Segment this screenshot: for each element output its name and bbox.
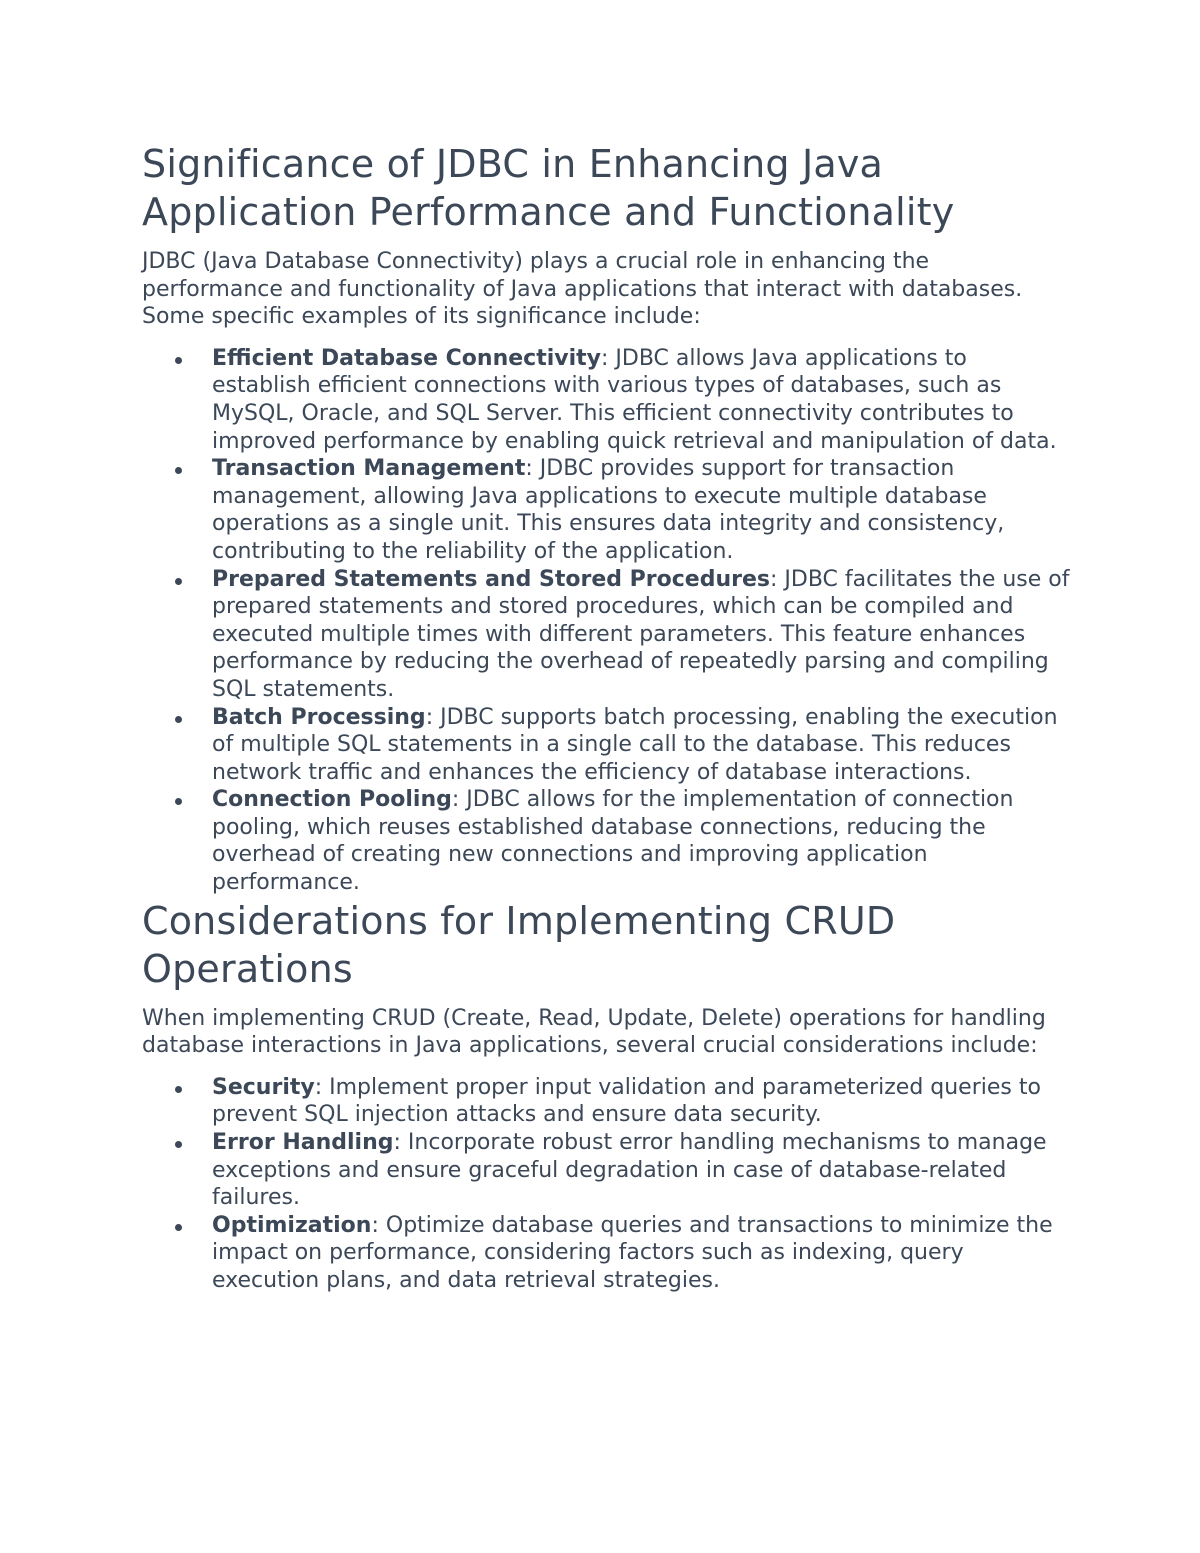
list-item-term: Efficient Database Connectivity [212,345,601,371]
list-item-term: Batch Processing [212,704,426,730]
bullet-icon [175,1086,182,1093]
list-item-term: Connection Pooling [212,787,452,813]
bullet-icon [175,467,182,474]
list-item [212,455,1072,565]
list-item-text: : Implement proper input validation and parameterized queries to prevent SQL injection attacks and ensure data security. [212,1074,1041,1128]
list-item-term: Error Handling [212,1130,394,1156]
bullet-list-jdbc-significance [142,345,1072,897]
list-item-text: : JDBC facilitates the use of prepared statements and stored procedures, which can be compiled and executed multiple times with different parameters. This feature enhances performance by reducing the overhead of repeatedly parsing and compiling SQL statements. [212,566,1070,702]
list-item [212,345,1072,455]
bullet-icon [175,1224,182,1231]
bullet-icon [175,1141,182,1148]
list-item-term: Optimization [212,1212,372,1238]
list-item-text: : JDBC allows Java applications to establish efficient connections with various types of databases, such as MySQL, Oracle, and SQL Server. This efficient connectivity contributes to improved performance by enabling quick retrieval and manipulation of data. [212,345,1057,454]
section-intro-crud-considerations: When implementing CRUD (Create, Read, Update, Delete) operations for handling database interactions in Java applications, several crucial considerations include: [142,1005,1046,1059]
section-heading-jdbc-significance: Significance of JDBC in Enhancing Java Application Performance and Functionality [142,142,955,234]
list-item [212,1212,1072,1295]
list-item [212,1129,1072,1212]
list-item [212,566,1072,704]
list-item-term: Transaction Management [212,456,526,482]
list-item [212,1074,1072,1129]
list-item-term: Prepared Statements and Stored Procedures [212,566,770,592]
section-heading-crud-considerations: Considerations for Implementing CRUD Operations [142,898,896,991]
bullet-icon [175,798,182,805]
bullet-icon [175,716,182,723]
list-item-text: : Optimize database queries and transactions to minimize the impact on performance, considering factors such as indexing, query execution plans, and data retrieval strategies. [212,1212,1053,1293]
list-item-text: : Incorporate robust error handling mechanisms to manage exceptions and ensure graceful degradation in case of database-related failures. [212,1130,1047,1211]
list-item-term: Security [212,1074,315,1100]
list-item-text: : JDBC supports batch processing, enabling the execution of multiple SQL statements in a single call to the database. This reduces network traffic and enhances the efficiency of database interactions. [212,704,1058,785]
document-page [142,140,1072,1295]
bullet-icon [175,357,182,364]
bullet-icon [175,578,182,585]
section-intro-jdbc-significance: JDBC (Java Database Connectivity) plays a crucial role in enhancing the performance and functionality of Java applications that interact with databases. Some specific examples of its significance include: [142,249,1023,330]
list-item-text: : JDBC provides support for transaction management, allowing Java applications to execute multiple database operations as a single unit. This ensures data integrity and consistency, contributing to the reliability of the application. [212,456,1005,564]
list-item [212,704,1072,787]
list-item [212,786,1072,896]
bullet-list-crud-considerations [142,1074,1072,1295]
list-item-text: : JDBC allows for the implementation of connection pooling, which reuses established database connections, reducing the overhead of creating new connections and improving application performance. [212,787,1014,896]
